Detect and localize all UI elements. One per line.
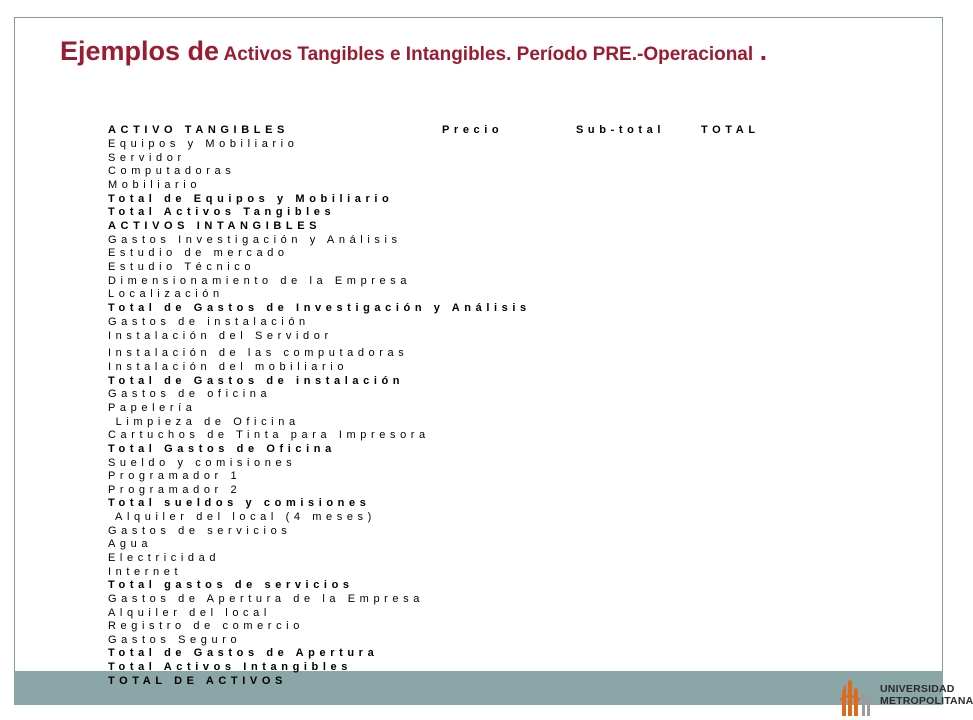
table-row: Gastos de servicios: [108, 525, 292, 537]
header-activo-tangibles: ACTIVO TANGIBLES: [108, 124, 289, 136]
logo-text: [880, 683, 973, 707]
table-row: Servidor: [108, 152, 186, 164]
table-row: Cartuchos de Tinta para Impresora: [108, 429, 430, 441]
table-row: Mobiliario: [108, 179, 202, 191]
table-row: Total sueldos y comisiones: [108, 497, 371, 509]
table-row: Dimensionamiento de la Empresa: [108, 275, 412, 287]
header-subtotal: Sub-total: [576, 124, 666, 136]
title-part-2: Activos Tangibles e Intangibles. Período PRE.-Operacional: [223, 44, 754, 65]
table-row: Instalación del mobiliario: [108, 361, 349, 373]
table-row: Gastos Seguro: [108, 634, 242, 646]
table-row: Total Gastos de Oficina: [108, 443, 336, 455]
table-row: Gastos de Apertura de la Empresa: [108, 593, 424, 605]
logo-line-1: UNIVERSIDAD: [880, 683, 955, 695]
table-row: Instalación de las computadoras: [108, 347, 409, 359]
university-emblem-icon: [836, 676, 876, 718]
slide-title: [60, 36, 950, 67]
table-row: TOTAL DE ACTIVOS: [108, 675, 287, 687]
table-row: Gastos de oficina: [108, 388, 272, 400]
table-row: Total de Gastos de Apertura: [108, 647, 379, 659]
table-row: Total gastos de servicios: [108, 579, 354, 591]
table-row: Sueldo y comisiones: [108, 457, 297, 469]
title-part-1: Ejemplos de: [60, 36, 220, 66]
table-row: Instalación del Servidor: [108, 330, 333, 342]
table-row: Estudio Técnico: [108, 261, 256, 273]
table-row: Alquiler del local: [108, 607, 271, 619]
table-row: Agua: [108, 538, 153, 550]
table-row: Total de Equipos y Mobiliario: [108, 193, 394, 205]
table-row: Internet: [108, 566, 183, 578]
table-row: Total Activos Tangibles: [108, 206, 336, 218]
table-row: ACTIVOS INTANGIBLES: [108, 220, 322, 232]
table-row: Total Activos Intangibles: [108, 661, 352, 673]
table-row: Alquiler del local (4 meses): [108, 511, 376, 523]
table-row: Programador 1: [108, 470, 242, 482]
header-precio: Precio: [442, 124, 504, 136]
logo-line-2: METROPOLITANA: [880, 695, 973, 707]
table-row: Computadoras: [108, 165, 236, 177]
table-row: Gastos de instalación: [108, 316, 310, 328]
table-row: Limpieza de Oficina: [108, 416, 300, 428]
table-row: Papelería: [108, 402, 197, 414]
table-row: Localización: [108, 288, 224, 300]
table-row: Estudio de mercado: [108, 247, 289, 259]
table-row: Programador 2: [108, 484, 242, 496]
table-row: Electricidad: [108, 552, 221, 564]
university-logo: [836, 676, 973, 718]
table-row: Gastos Investigación y Análisis: [108, 234, 402, 246]
table-row: Total de Gastos de instalación: [108, 375, 405, 387]
table-row: Total de Gastos de Investigación y Análisis: [108, 302, 531, 314]
table-row: Registro de comercio: [108, 620, 304, 632]
title-part-3: .: [759, 36, 768, 66]
header-total: TOTAL: [701, 124, 760, 136]
table-row: Equipos y Mobiliario: [108, 138, 299, 150]
